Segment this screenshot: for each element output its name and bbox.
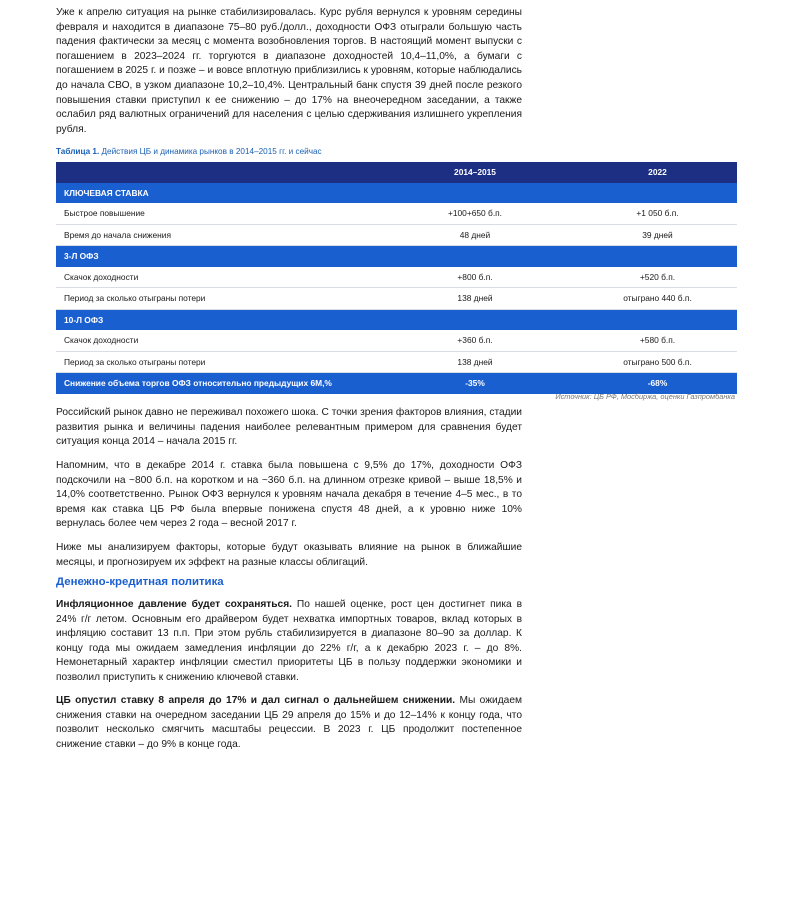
paragraph-comparison: Российский рынок давно не переживал похожего шока. С точки зрения факторов влияния, стадии развития рынка и величины падения наиболее релевантным примером для сравнения будет ситуация конца 2014 – начала 2015 гг. [56,407,522,448]
row-label: Время до начала снижения [56,224,372,246]
paragraph-outlook-intro: Ниже мы анализируем факторы, которые будут оказывать влияние на рынок в ближайшие месяцы, и прогнозируем их эффект на разные классы облигаций. [56,542,522,568]
header-col-2014: 2014–2015 [454,167,496,178]
section-title: КЛЮЧЕВАЯ СТАВКА [64,187,149,198]
row-value-2022: отыграно 440 б.п. [578,288,737,310]
row-value-2022: +1 050 б.п. [578,203,737,224]
header-blank [56,162,372,183]
table-row [56,224,737,246]
total-label: Снижение объема торгов ОФЗ относительно предыдущих 6М,% [64,378,332,389]
cb-actions-table [56,162,737,394]
row-label: Быстрое повышение [56,203,372,224]
table-total-row [56,373,737,394]
row-value-2022: +520 б.п. [578,267,737,288]
row-value-2014: 48 дней [372,224,578,246]
section-3y-ofz [56,246,737,267]
table-caption-label: Таблица 1. [56,147,100,156]
paragraph-body: По нашей оценке, рост цен достигнет пика в 24% г/г летом. Основным его драйвером будет нехватка импортных товаров, вклад которых в инфляцию составит 13 п.п. При этом рубль стабилизируется в диапазоне 80–90 за доллар. К концу года мы ожидаем замедления инфляции до 22% г/г, а к декабрю 2023 г. – до 8%. Немонетарный характер инфляции сместил приоритеты ЦБ в пользу поддержки экономики и позволил приступить к снижению ключевой ставки. [56,599,522,683]
row-value-2022: отыграно 500 б.п. [578,351,737,373]
table-source-note: Источник: ЦБ РФ, Мосбиржа, оценки Газпромбанка [555,392,735,401]
row-value-2022: +580 б.п. [578,330,737,351]
paragraph-lead: ЦБ опустил ставку 8 апреля до 17% и дал сигнал о дальнейшем снижении. [56,695,456,706]
table-header-row [56,162,737,183]
row-value-2022: 39 дней [578,224,737,246]
table-caption-text: Действия ЦБ и динамика рынков в 2014–2015 гг. и сейчас [99,147,322,156]
paragraph-key-rate [56,694,522,752]
table-row [56,267,737,288]
section-heading: Денежно-кредитная политика [56,576,224,588]
row-label: Скачок доходности [56,330,372,351]
section-title: 3-Л ОФЗ [64,251,99,262]
row-value-2014: +100+650 б.п. [372,203,578,224]
header-col-2022: 2022 [648,167,667,178]
table-row [56,351,737,373]
total-value-2014: -35% [465,378,485,389]
paragraph-inflation [56,598,522,686]
table-caption [56,147,322,156]
row-label: Период за сколько отыграны потери [56,288,372,310]
table-row [56,288,737,310]
paragraph-2014-recap: Напомним, что в декабре 2014 г. ставка была повышена с 9,5% до 17%, доходности ОФЗ подскочили на ~800 б.п. на коротком и на ~360 б.п. на длинном отрезке кривой – выше 18,5% и 14,0% соответственно. Рынок ОФЗ вернулся к уровням начала декабря в течение 4–5 мес., в то время как ставка ЦБ РФ была впервые понижена спустя 48 дней, а к уровню ниже 10% вернулась более чем через 2 года – весной 2017 г. [56,460,522,530]
row-label: Период за сколько отыграны потери [56,351,372,373]
section-key-rate [56,183,737,204]
paragraph-body: Мы ожидаем снижения ставки на очередном заседании ЦБ 29 апреля до 15% и до 12–14% к концу года, что позволит несколько смягчить масштабы рецессии. В 2023 г. ЦБ продолжит постепенное снижение ставки – до 9% в конце года. [56,695,522,750]
section-title: 10-Л ОФЗ [64,314,104,325]
table-row [56,203,737,224]
row-value-2014: +360 б.п. [372,330,578,351]
intro-paragraph: Уже к апрелю ситуация на рынке стабилизировалась. Курс рубля вернулся к уровням середины февраля и находится в диапазоне 75–80 руб./долл., доходности ОФЗ отыграли большую часть падения фактически за месяц с момента возобновления торгов. В настоящий момент выпуски с погашением в 2023–2024 гг. торгуются в диапазоне доходностей 10,4–11,0%, а бумаги с погашением в 2025 г. и позже – и вовсе вплотную приблизились к уровням, которые наблюдались до начала СВО, в узком диапазоне 10,2–10,4%. Центральный банк спустя 39 дней после резкого повышения ставки приступил к ее снижению – до 17% на внеочередном заседании, а также ослабил ряд валютных ограничений для населения с целью сдерживания излишнего укрепления рубля. [56,7,522,135]
row-value-2014: +800 б.п. [372,267,578,288]
table-row [56,330,737,351]
section-10y-ofz [56,309,737,330]
paragraph-lead: Инфляционное давление будет сохраняться. [56,599,292,610]
row-value-2014: 138 дней [372,288,578,310]
row-label: Скачок доходности [56,267,372,288]
row-value-2014: 138 дней [372,351,578,373]
total-value-2022: -68% [647,378,668,389]
